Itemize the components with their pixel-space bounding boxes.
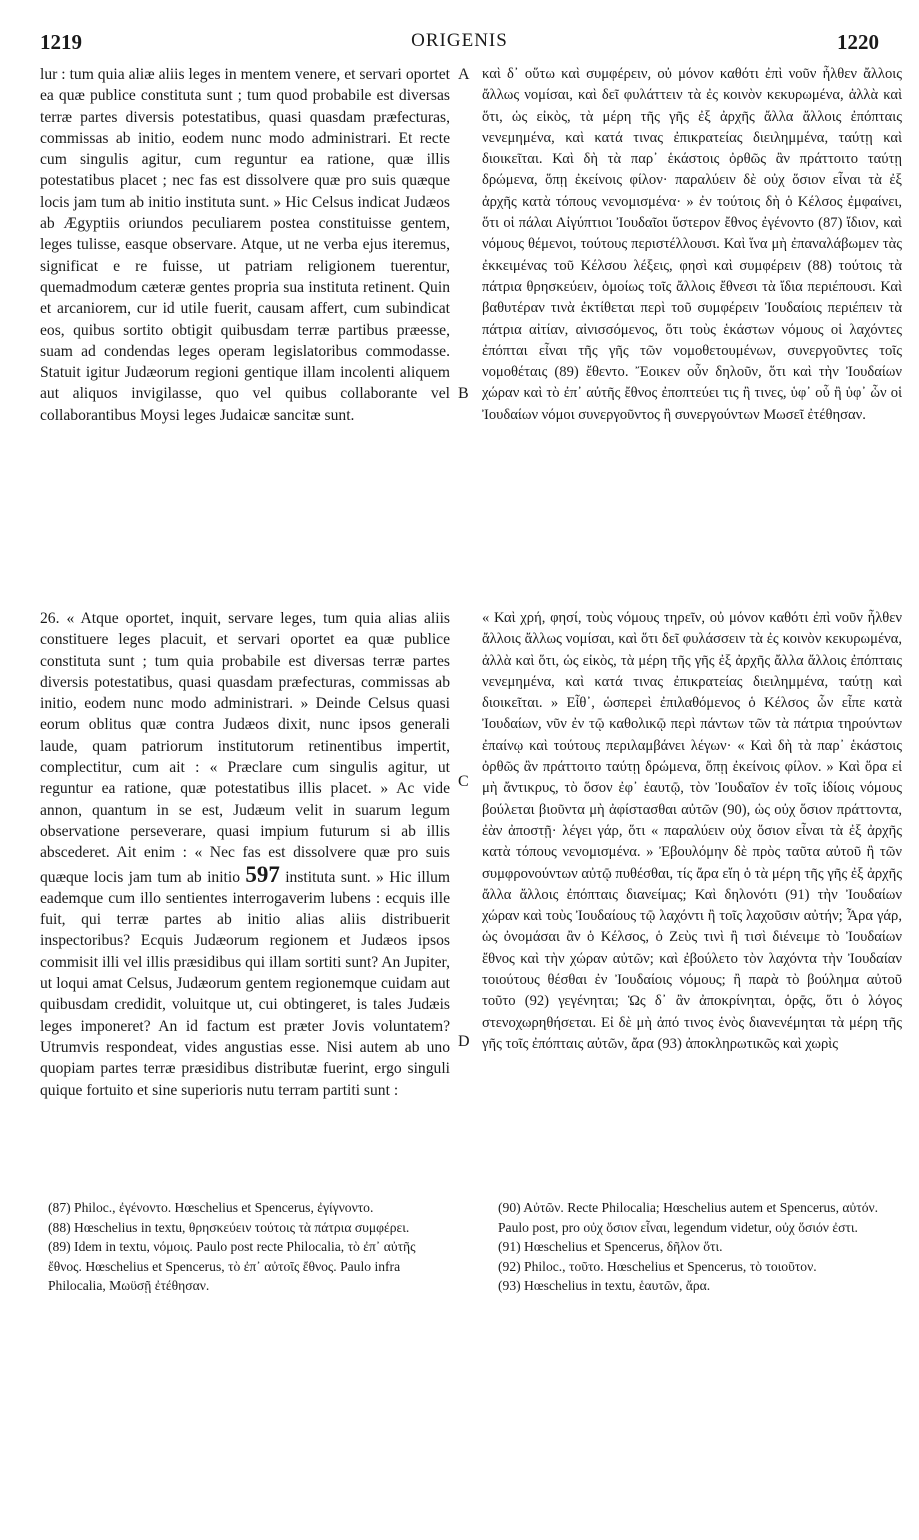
- running-title: ORIGENIS: [411, 30, 508, 51]
- footnote: (89) Idem in textu, νόμοις. Paulo post recte Philocalia, τὸ ἐπ᾽ αὐτῆς ἔθνος. Hœschelius et Spencerus, τὸ ἐπ᾽ αὐτοῖς ἔθνος. Paulo infra Philocalia, Μωϋσῇ ἐτέθησαν.: [48, 1239, 416, 1294]
- latin-paragraph-2a: « Atque oportet, inquit, servare leges, tum quia alias aliis constituere leges placuit, et servari oportet ea quæ publice constituta sunt ; tum quia probabile est diversas terræ partes diversis potestatibus, quasi quasdam præfecturas, commissas ab initio, eodem nunc modo administrari. » Deinde Celsus quasi eorum oblitus quæ contra Judæos dixit, nunc ipsos generali laude, quam patriorum institutorum retinentibus impertit, complectitur, cum ait : « Præclare cum singulis agitur, ut reguntur ea ratione, quæ potestatibus illis placet. » Ac vide annon, quantum in se est, Judæum velit in suarum legum observatione perseverare, quasi impium futurum si ab illis abscederet. Ait enim : « Nec fas est dissolvere quæ pro suis quæque locis jam tum ab initio: [40, 610, 450, 886]
- latin-column: [40, 64, 450, 426]
- margin-marker-d: D: [458, 1033, 470, 1050]
- greek-column: [482, 64, 902, 426]
- footnote: (90) Αὐτῶν. Recte Philocalia; Hœschelius autem et Spencerus, αὐτόν. Paulo post, pro οὐχ ὅσιον εἶναι, legendum videtur, οὐχ ὅσιόν ἐστι.: [498, 1200, 879, 1235]
- footnotes-right: [498, 1198, 903, 1296]
- page-number-right: 1220: [837, 30, 879, 54]
- footnote: (93) Hœschelius in textu, ἑαυτῶν, ἄρα.: [498, 1278, 711, 1294]
- footnote: (87) Philoc., ἐγένοντο. Hœschelius et Spencerus, ἐγίγνοντο.: [48, 1200, 374, 1215]
- latin-paragraph-2: [40, 608, 450, 1101]
- footnotes-left: [48, 1198, 448, 1296]
- footnote: (88) Hœschelius in textu, θρησκεύειν τούτοις τὰ πάτρια συμφέρει.: [48, 1219, 410, 1235]
- page-header: [0, 30, 919, 60]
- section-number: 26.: [40, 610, 60, 627]
- latin-paragraph-2b: instituta sunt. » Hic illum eademque cum illo sentientes interrogaverim lubens : ecquis ille fuit, qui terræ partes ab initio alias aliis distribuerit inspectoribus? Ecquis Judæorum regionem et Judæos ipsos commisit illi vel illis præsidibus qui illam sortiti sunt? An Jupiter, ut loqui amat Celsus, Judæorum gentem regionemque cuidam aut quibusdam credidit, voluitque ut, cui obtingeret, is tales Judæis leges imponeret? An id factum est præter Jovis voluntatem? Utrumvis respondeat, vides angustias esse. Nisi autem ab uno quopiam partes terræ præsidibus distributæ fuerint, ergo singuli quique fortuito et sine superioris nutu terram partiti sunt :: [40, 868, 450, 1099]
- margin-column-number: 597: [245, 861, 280, 887]
- latin-column-section-26: [40, 608, 450, 1101]
- margin-marker-c: C: [458, 773, 469, 790]
- margin-marker-a: A: [458, 66, 470, 83]
- greek-paragraph-1: καὶ δ᾽ οὕτω καὶ συμφέρειν, οὐ μόνον καθότι ἐπὶ νοῦν ἦλθεν ἄλλοις ἄλλως νομίσαι, καὶ δεῖ φυλάττειν τὰ ἐς κοινὸν κεκυρωμένα, ἀλλὰ καὶ ὅτι, ὡς εἰκὸς, τὰ μέρη τῆς γῆς ἐξ ἀρχῆς ἄλλα ἄλλοις ἐπόπταις νενεμημένα, καὶ κατά τινας ἐπικρατείας διειλημμένα, ταύτῃ καὶ διοικεῖται. Καὶ δὴ τὰ παρ᾽ ἑκάστοις ὀρθῶς ἂν πράττοιτο ταύτῃ δρώμενα, ὅπῃ ἐκείνοις φίλον· παραλύειν δὲ οὐχ ὅσιον εἶναι τὰ ἐξ ἀρχῆς κατὰ τόπους νενομισμένα· » ἐν τούτοις δὴ ὁ Κέλσος ἐμφαίνει, ὅτι οἱ πάλαι Αἰγύπτιοι Ἰουδαῖοι ὕστερον ἔθνος ἐγένοντο (87) ἴδιον, καὶ νόμους θέμενοι, τούτους περιστέλλουσι. Καὶ ἵνα μὴ ἐπαναλάβωμεν τὰς ἐκκειμένας τοῦ Κέλσου λέξεις, φησὶ καὶ συμφέρειν (88) τούτοις τὰ πάτρια θρησκεύειν, ὁμοίως τοῖς ἄλλοις ἔθνεσι τὰ ἴδια περιέπουσι. Καὶ βαθυτέραν τινὰ ἐκτίθεται περὶ τοῦ συμφέρειν Ἰουδαίοις περιέπειν τὰ πάτρια αἰτίαν, αἰνισσόμενος, ὅτι τοὺς ἑκάστων νόμους οἱ λαχόντες ἐπόπται εἶναι τῆς γῆς τῶν νομοθετουμένων, συνεργοῦντες τοῖς νομοθέταις (89) ἔθεντο. Ἔοικεν οὖν δηλοῦν, ὅτι καὶ τὴν Ἰουδαίων χώραν καὶ τὸ ἐπ᾽ αὐτῆς ἔθνος ἐποπτεύει τις ἢ τινες, ὑφ᾽ οὗ ἢ ὑφ᾽ ὧν οἱ Ἰουδαίων νόμοι συνεργοῦντος ἢ συνεργούντων Μωσεῖ ἐτέθησαν.: [482, 66, 902, 423]
- margin-marker-b: B: [458, 385, 469, 402]
- page-number-left: 1219: [40, 30, 82, 54]
- greek-column-section-26: [482, 608, 902, 1055]
- latin-paragraph-1: lur : tum quia aliæ aliis leges in mentem venere, et servari oportet ea quæ publice constituta sunt ; tum quod probabile est diversas terræ partes diversis potestatibus, quasi quasdam præfecturas, commissas ab initio, eodem nunc modo administrari. Et recte cum singulis agitur, cum reguntur ea ratione, quæ illis potestatibus placet ; nec fas est dissolvere quæ pro suis quæque locis jam tum ab initio instituta sunt. » Hic Celsus indicat Judæos ab Ægyptiis oriundos peculiarem postea constituisse gentem, leges tulisse, easque observare. Atque, ut ne verba ejus iteremus, significat e re fuisse, ut patriam religionem tuerentur, quemadmodum cæteræ gentes propria sua instituta retinent. Quin et arcaniorem, cur id utile fuerit, causam affert, cum subindicat eos, quibus sortito obtigit quibusdam terræ partibus præesse, suam ad condendas leges operam legislatoribus commodasse. Statuit igitur Judæorum regioni gentique illam incolenti aliquem aut aliquos invigilasse, quo vel quibus collaborante vel collaborantibus Moysi leges Judaicæ sancitæ sunt.: [40, 66, 450, 424]
- greek-paragraph-2: « Καὶ χρή, φησί, τοὺς νόμους τηρεῖν, οὐ μόνον καθότι ἐπὶ νοῦν ἦλθεν ἄλλοις ἄλλως νομίσαι, καὶ ὅτι δεῖ φυλάσσειν τὰ ἐς κοινὸν κεκυρωμένα, ἀλλὰ καὶ ὅτι, ὡς εἰκὸς, τὰ μέρη τῆς γῆς ἐξ ἀρχῆς ἄλλα ἄλλοις ἐπόπταις νενεμημένα, καὶ κατά τινας ἐπικρατείας διειλημμένα, ταύτῃ καὶ διοικεῖται. » Εἶθ᾽, ὡσπερεὶ ἐπιλαθόμενος ὁ Κέλσος ὧν εἶπε κατὰ Ἰουδαίων, νῦν ἐν τῷ καθολικῷ περὶ πάντων τῶν τὰ πάτρια τηρούντων ἐπαίνῳ καὶ τούτους περιλαμβάνει λέγων· « Καὶ δὴ τὰ παρ᾽ ἑκάστοις ὀρθῶς ἂν πράττοιτο ταύτῃ δρώμενα, ὅπῃ ἐκείνοις φίλον. » Καὶ ὅρα εἰ μὴ ἄντικρυς, τὸ ὅσον ἐφ᾽ ἑαυτῷ, τὸν Ἰουδαῖον ἐν τοῖς ἰδίοις νόμους βούλεται βιοῦντα μὴ ἀφίστασθαι αὐτῶν (90), ὡς οὐχ ὅσιον πράττοντα, ἐὰν ἀποστῇ· λέγει γάρ, ὅτι « παραλύειν οὐχ ὅσιον εἶναι τὰ ἐξ ἀρχῆς κατὰ τόπους νενομισμένα. » Ἐβουλόμην δὲ πρὸς ταῦτα αὐτοῦ ἢ τῶν συμφρονούντων αὐτῷ πυθέσθαι, τίς ἄρα εἴη ὁ τὰ μέρη τῆς γῆς ἐξ ἀρχῆς ἄλλα ἄλλοις ἐπόπταις διανείμας; Καὶ δηλονότι (91) τὴν Ἰουδαίων χώραν καὶ τοὺς Ἰουδαίους τῷ λαχόντι ἢ τοῖς λαχοῦσιν αὐτήν; Ἆρα γάρ, ὡς ὀνομάσαι ἂν ὁ Κέλσος, ὁ Ζεὺς τινὶ ἢ τισὶ διένειμε τὸ Ἰουδαίων ἔθνος καὶ τὴν χώραν αὐτῶν; καὶ ἐβούλετο τὸν λαχόντα τὴν Ἰουδαίαν τοιούτους θέσθαι ἐν Ἰουδαίοις νόμους; ἢ παρὰ τὸ βούλημα αὐτοῦ τοῦτο (92) γεγένηται; Ὡς δ᾽ ἂν ἀποκρίνηται, ὁρᾷς, ὅτι ὁ λόγος στενοχωρηθήσεται. Εἰ δὲ μὴ ἀπό τινος ἑνὸς διανενέμηται τὰ μέρη τῆς γῆς τοῖς ἐπόπταις αὐτῶν, ἄρα (93) ἀποκληρωτικῶς καὶ χωρὶς: [482, 610, 902, 1052]
- footnote: (91) Hœschelius et Spencerus, δῆλον ὅτι.: [498, 1239, 723, 1255]
- footnote: (92) Philoc., τοῦτο. Hœschelius et Spencerus, τὸ τοιοῦτον.: [498, 1258, 817, 1274]
